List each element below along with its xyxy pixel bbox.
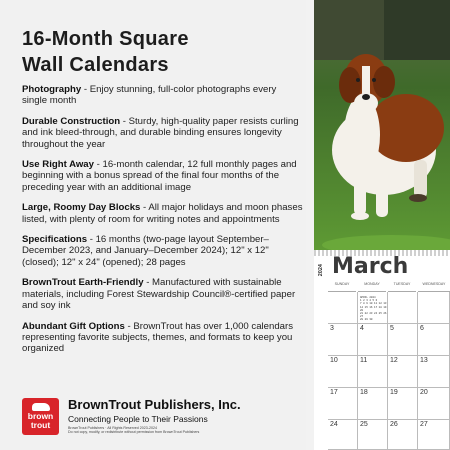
day-number: 6 <box>420 325 424 332</box>
publisher-name: BrownTrout Publishers, Inc. <box>68 397 241 412</box>
calendar-cell <box>418 324 450 356</box>
mini-calendar-row: 21 22 23 24 25 26 27 <box>360 312 387 319</box>
calendar-cell <box>358 324 388 356</box>
fine-print <box>68 426 199 435</box>
feature-heading: BrownTrout Earth-Friendly <box>22 277 144 289</box>
calendar-month: March <box>332 254 409 279</box>
feature-item <box>22 321 304 355</box>
day-number: 20 <box>420 389 428 396</box>
publisher-tagline: Connecting People to Their Passions <box>68 414 208 424</box>
calendar-cell <box>388 388 418 420</box>
calendar-cell <box>418 356 450 388</box>
calendar-cell <box>328 356 358 388</box>
calendar-cell <box>388 292 418 324</box>
feature-text: - Enjoy stunning, full-color photographs every single month <box>22 84 277 107</box>
calendar-cell <box>358 356 388 388</box>
mini-calendar-row: 14 15 16 17 18 19 20 <box>360 305 387 312</box>
calendar-preview <box>314 0 450 450</box>
title-line-1: 16-Month Square <box>22 28 189 50</box>
calendar-cell <box>418 388 450 420</box>
calendar-cell <box>328 324 358 356</box>
day-number: 12 <box>390 357 398 364</box>
feature-text: - Manufactured with sustainable materials, including Forest Stewardship Council®-certified paper and soy ink <box>22 277 296 312</box>
day-number: 18 <box>360 389 368 396</box>
logo-text-1: brown <box>27 411 54 421</box>
day-number: 5 <box>390 325 394 332</box>
day-number: 11 <box>360 357 368 364</box>
publisher-footer <box>22 396 302 442</box>
fine-print-line-2: Do not copy, modify, or redistribute without permission from BrownTrout Publishers <box>68 430 200 435</box>
weekday-header: SUNDAY <box>328 282 356 292</box>
feature-item <box>22 277 304 311</box>
calendar-cell <box>358 292 388 324</box>
feature-text: - 16-month calendar, 12 full monthly pages and beginning with a bonus spread of the final four months of the preceding year with an additional image <box>22 159 297 193</box>
feature-heading: Use Right Away <box>22 159 94 171</box>
feature-item <box>22 202 304 225</box>
page-title <box>22 26 189 78</box>
browntrout-logo <box>22 398 59 435</box>
weekday-header: TUESDAY <box>388 282 416 292</box>
mini-calendar-title: APRIL 2024 <box>360 296 376 299</box>
weekday-header: WEDNESDAY <box>418 282 450 292</box>
saint-bernard-image <box>314 0 450 250</box>
logo-text-2: trout <box>30 420 51 430</box>
feature-item <box>22 159 304 193</box>
feature-heading: Large, Roomy Day Blocks <box>22 202 141 214</box>
day-number: 24 <box>330 421 338 428</box>
day-number: 19 <box>390 389 398 396</box>
feature-heading: Photography <box>22 84 82 95</box>
feature-text: - Sturdy, high-quality paper resists curling and ink bleed-through, and durable binding ensures longevity throughout the year <box>22 115 299 150</box>
calendar-cell <box>328 420 358 450</box>
dog-photo <box>314 0 450 250</box>
day-number: 10 <box>330 357 338 364</box>
feature-heading: Durable Construction <box>22 115 121 127</box>
mini-calendar <box>360 296 387 322</box>
day-number: 17 <box>330 389 338 396</box>
day-number: 4 <box>360 325 364 332</box>
day-number: 13 <box>420 357 428 364</box>
fine-print-line-1: BrownTrout Publishers · All Rights Reserved 2023-2024 <box>68 426 157 430</box>
day-number: 27 <box>420 421 428 428</box>
calendar-cell <box>358 388 388 420</box>
mini-calendar-row: 28 29 30 <box>360 318 373 322</box>
feature-list <box>22 84 304 364</box>
feature-text: - All major holidays and moon phases listed, with plenty of room for writing notes and appointments <box>22 202 303 225</box>
calendar-cell <box>388 420 418 450</box>
calendar-cell <box>328 292 358 324</box>
calendar-cell <box>388 356 418 388</box>
mini-calendar-row: 7 8 9 10 11 12 13 <box>360 302 387 306</box>
day-number: 3 <box>330 325 334 332</box>
calendar-cell <box>418 420 450 450</box>
feature-item <box>22 116 304 150</box>
day-number: 26 <box>390 421 398 428</box>
calendar-cell <box>388 324 418 356</box>
calendar-cell <box>418 292 450 324</box>
calendar-year: 2024 <box>318 264 324 277</box>
calendar-grid <box>328 282 450 450</box>
feature-heading: Abundant Gift Options <box>22 320 125 332</box>
calendar-cell <box>358 420 388 450</box>
feature-text: - 16 months (two-page layout September–December 2023, and January–December 2024); 12" x 12" (closed); 12" x 24" (opened); 28 pages <box>22 234 269 268</box>
fish-icon <box>32 403 50 411</box>
mini-calendar-row: 1 2 3 4 5 6 <box>360 299 378 303</box>
feature-item <box>22 234 304 268</box>
title-line-2: Wall Calendars <box>22 54 169 76</box>
calendar-cell <box>328 388 358 420</box>
feature-item <box>22 84 304 107</box>
day-number: 25 <box>360 421 368 428</box>
feature-text: - BrownTrout has over 1,000 calendars representing favorite subjects, themes, and formats to keep you organized <box>22 320 294 355</box>
weekday-header: MONDAY <box>358 282 386 292</box>
feature-heading: Specifications <box>22 234 88 246</box>
